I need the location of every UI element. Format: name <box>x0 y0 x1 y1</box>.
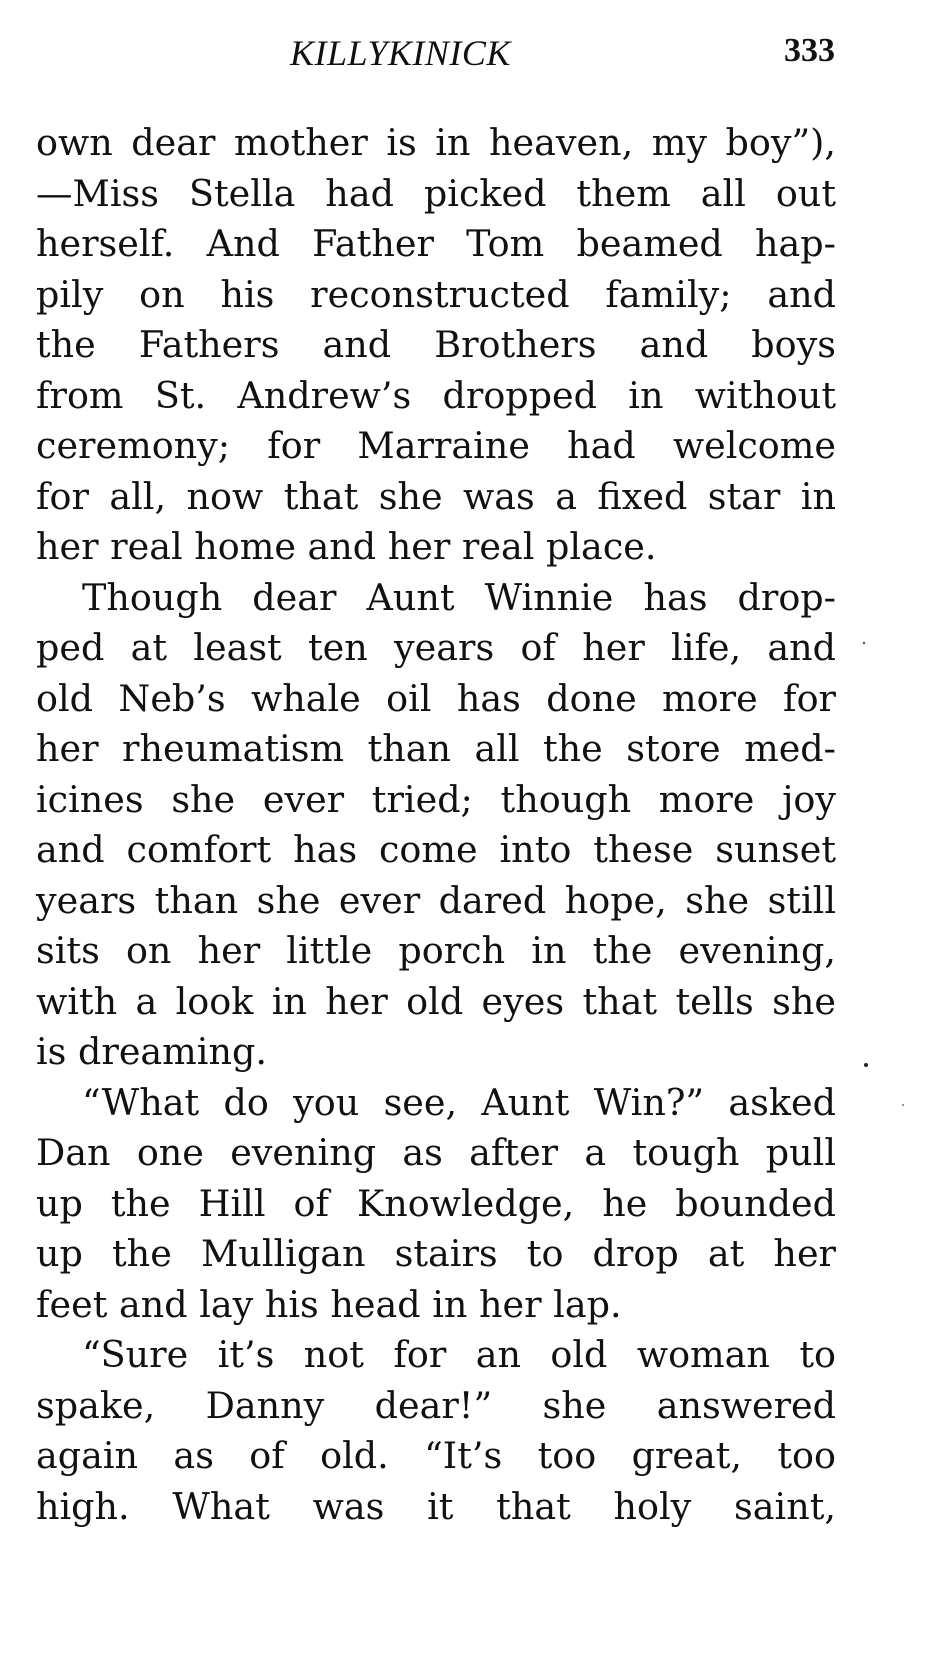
text-line: is dreaming. <box>36 1030 267 1073</box>
text-line: “What do you see, Aunt Win?” asked <box>82 1080 836 1124</box>
scan-speck <box>864 1063 868 1067</box>
text-line: high. What was it that holy saint, <box>36 1484 836 1528</box>
text-line: her real home and her real place. <box>36 525 657 568</box>
body-text <box>36 118 836 1532</box>
text-line: ceremony; for Marraine had welcome <box>36 424 836 467</box>
text-line: herself. And Father Tom beamed hap- <box>36 222 836 265</box>
scan-speck <box>902 1104 904 1106</box>
page-header <box>0 26 935 76</box>
text-line: Though dear Aunt Winnie has drop- <box>82 575 836 619</box>
text-line: up the Mulligan stairs to drop at her <box>36 1232 836 1275</box>
text-line: up the Hill of Knowledge, he bounded <box>36 1181 836 1225</box>
text-line: old Neb’s whale oil has done more for <box>36 676 836 720</box>
text-line: —Miss Stella had picked them all out <box>36 171 836 215</box>
running-title: KILLYKINICK <box>290 33 511 73</box>
text-line: for all, now that she was a fixed star in <box>36 474 836 518</box>
text-line: spake, Danny dear!” she answered <box>36 1383 836 1427</box>
text-line: ped at least ten years of her life, and <box>36 626 836 669</box>
text-line: sits on her little porch in the evening, <box>36 929 836 972</box>
text-line: feet and lay his head in her lap. <box>36 1282 622 1326</box>
text-line: “Sure it’s not for an old woman to <box>82 1333 836 1376</box>
text-line: again as of old. “It’s too great, too <box>36 1434 836 1477</box>
text-line: pily on his reconstructed family; and <box>36 272 836 316</box>
text-line: the Fathers and Brothers and boys <box>36 323 836 366</box>
text-line: Dan one evening as after a tough pull <box>36 1131 836 1174</box>
text-line: her rheumatism than all the store med- <box>36 727 836 770</box>
text-line: and comfort has come into these sunset <box>36 828 836 871</box>
text-line: icines she ever tried; though more joy <box>36 777 836 821</box>
text-line: with a look in her old eyes that tells she <box>36 979 836 1023</box>
page-number: 333 <box>784 32 835 69</box>
text-line: from St. Andrew’s dropped in without <box>36 373 836 417</box>
text-line: years than she ever dared hope, she still <box>36 878 836 922</box>
scan-speck <box>863 642 865 644</box>
text-line: own dear mother is in heaven, my boy”), <box>36 121 836 164</box>
